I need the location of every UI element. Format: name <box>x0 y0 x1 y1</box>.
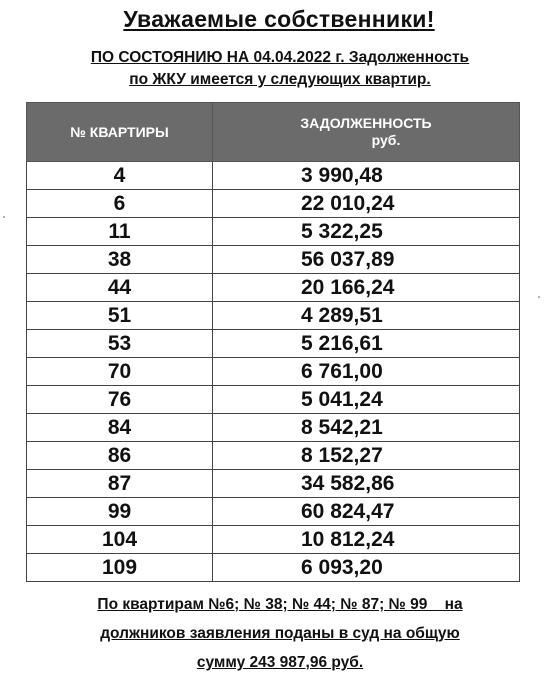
court-notice-line-2: должников заявления поданы в суд на общую <box>100 625 460 642</box>
apartment-number: 44 <box>27 274 213 302</box>
table-row <box>27 498 520 526</box>
debt-amount: 6 761,00 <box>213 358 520 386</box>
debt-amount: 3 990,48 <box>213 162 520 190</box>
apartment-number: 84 <box>27 414 213 442</box>
subtitle-line-2: по ЖКУ имеется у следующих квартир. <box>129 71 431 88</box>
header-row <box>27 103 520 162</box>
court-notice-line-3: сумму 243 987,96 руб. <box>196 654 364 671</box>
subtitle-line-1: ПО СОСТОЯНИЮ НА 04.04.2022 г. Задолженность <box>90 49 470 66</box>
table-row <box>27 470 520 498</box>
table-row <box>27 386 520 414</box>
table-row <box>27 442 520 470</box>
notice-title: Уважаемые собственники! <box>123 6 435 32</box>
debt-amount: 5 041,24 <box>213 386 520 414</box>
scan-speck <box>3 216 5 218</box>
debt-amount: 5 322,25 <box>213 218 520 246</box>
table-row <box>27 302 520 330</box>
table-row <box>27 526 520 554</box>
table-row <box>27 190 520 218</box>
apartment-number: 6 <box>27 190 213 218</box>
table-row <box>27 554 520 582</box>
debt-amount: 60 824,47 <box>213 498 520 526</box>
table-row <box>27 358 520 386</box>
header-debt <box>213 103 520 162</box>
apartment-number: 99 <box>27 498 213 526</box>
table-row <box>27 274 520 302</box>
debt-amount: 22 010,24 <box>213 190 520 218</box>
debt-amount: 8 542,21 <box>213 414 520 442</box>
debt-amount: 34 582,86 <box>213 470 520 498</box>
apartment-number: 109 <box>27 554 213 582</box>
table-row <box>27 162 520 190</box>
debt-table-body <box>27 162 520 582</box>
court-notice-line-1: По квартирам №6; № 38; № 44; № 87; № 99 на <box>97 596 463 613</box>
debt-amount: 4 289,51 <box>213 302 520 330</box>
apartment-number: 87 <box>27 470 213 498</box>
debt-table <box>26 102 520 582</box>
header-debt-unit: руб. <box>371 132 401 148</box>
debt-amount: 5 216,61 <box>213 330 520 358</box>
debt-amount: 10 812,24 <box>213 526 520 554</box>
scan-speck <box>538 296 540 298</box>
debt-amount: 20 166,24 <box>213 274 520 302</box>
apartment-number: 53 <box>27 330 213 358</box>
apartment-number: 11 <box>27 218 213 246</box>
debt-amount: 8 152,27 <box>213 442 520 470</box>
apartment-number: 51 <box>27 302 213 330</box>
court-notice <box>10 590 550 677</box>
apartment-number: 104 <box>27 526 213 554</box>
table-row <box>27 330 520 358</box>
table-row <box>27 218 520 246</box>
apartment-number: 76 <box>27 386 213 414</box>
debt-table-header <box>27 103 520 162</box>
apartment-number: 70 <box>27 358 213 386</box>
apartment-number: 4 <box>27 162 213 190</box>
table-row <box>27 246 520 274</box>
apartment-number: 38 <box>27 246 213 274</box>
header-debt-label: ЗАДОЛЖЕННОСТЬ <box>300 115 432 131</box>
notice-subtitle <box>20 47 540 91</box>
apartment-number: 86 <box>27 442 213 470</box>
debt-amount: 56 037,89 <box>213 246 520 274</box>
table-row <box>27 414 520 442</box>
header-apartment: № КВАРТИРЫ <box>27 103 213 162</box>
debt-amount: 6 093,20 <box>213 554 520 582</box>
